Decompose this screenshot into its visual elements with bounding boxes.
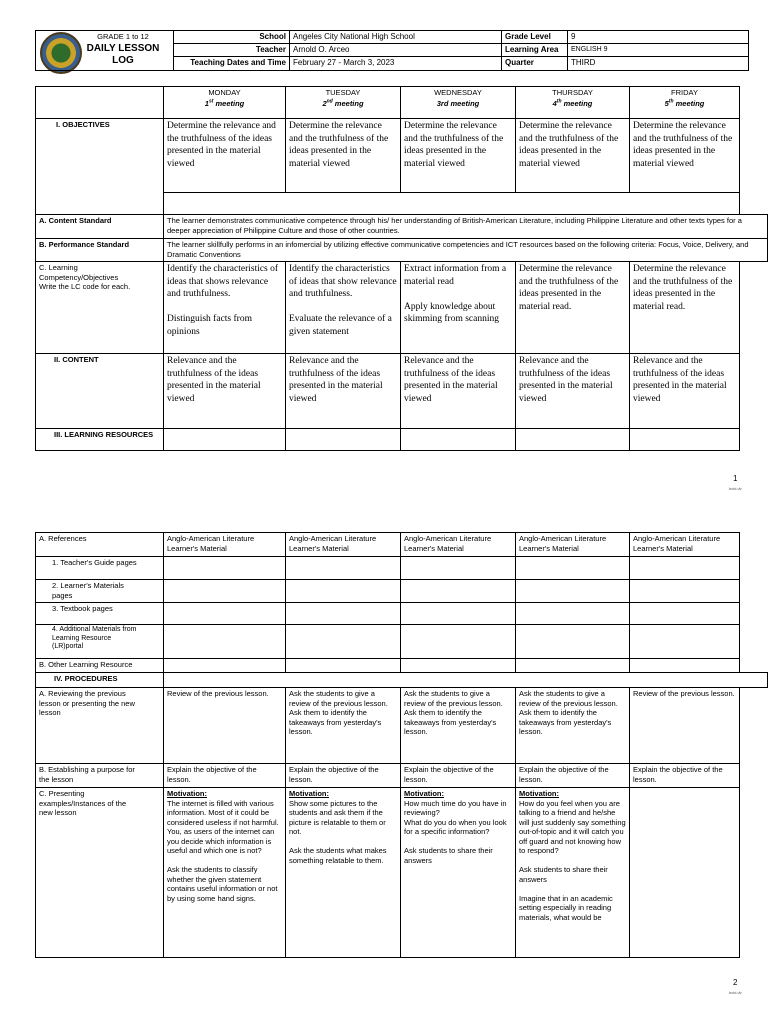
procedures-label: IV. PROCEDURES <box>36 673 164 688</box>
review-wednesday: Ask the students to give a review of the previous lesson. Ask them to identify the takeaways from yesterday's lesson. <box>401 688 516 764</box>
motivation-title: Motivation: <box>289 789 329 798</box>
teacher-label: Teacher <box>174 44 290 57</box>
quarter-label: Quarter <box>502 57 568 71</box>
grade-range: GRADE 1 to 12 <box>97 32 149 41</box>
content-label: II. CONTENT <box>36 354 164 429</box>
teacher-value: Arnold O. Arceo <box>290 44 502 57</box>
content-wednesday: Relevance and the truthfulness of the ideas presented in the material viewed <box>401 354 516 429</box>
dates-value: February 27 - March 3, 2023 <box>290 57 502 71</box>
purpose-wednesday: Explain the objective of the lesson. <box>401 764 516 788</box>
references-monday: Anglo-American Literature Learner's Material <box>164 533 286 557</box>
references-thursday: Anglo-American Literature Learner's Material <box>516 533 630 557</box>
page1-lesson-table <box>35 86 768 451</box>
objective-thursday: Determine the relevance and the truthfulness of the ideas presented in the material viewed <box>516 119 630 193</box>
objective-tuesday: Determine the relevance and the truthfulness of the ideas presented in the material viewed <box>286 119 401 193</box>
header-table <box>35 30 749 71</box>
page-number-2: 2 <box>733 978 738 987</box>
additional-materials-label: 4. Additional Materials from Learning Resource (LR)portal <box>36 625 164 659</box>
other-resource-label: B. Other Learning Resource <box>36 659 164 673</box>
learning-friday: Determine the relevance and the truthfulness of the ideas presented in the material read. <box>630 262 740 354</box>
grade-level-value: 9 <box>568 31 749 44</box>
learning-wednesday: Extract information from a material read Apply knowledge about skimming from scanning <box>401 262 516 354</box>
motivation-title: Motivation: <box>404 789 444 798</box>
footer-mark-1: bcbi.dv <box>729 486 742 491</box>
content-monday: Relevance and the truthfulness of the ideas presented in the material viewed <box>164 354 286 429</box>
objectives-blank-row <box>164 193 740 215</box>
content-thursday: Relevance and the truthfulness of the ideas presented in the material viewed <box>516 354 630 429</box>
content-standard-label: A. Content Standard <box>36 215 164 239</box>
review-label: A. Reviewing the previous lesson or presenting the new lesson <box>36 688 164 764</box>
margin-cell <box>740 87 768 119</box>
learning-area-label: Learning Area <box>502 44 568 57</box>
learners-materials-label: 2. Learner's Materials pages <box>36 580 164 603</box>
performance-standard-text: The learner skillfully performs in an infomercial by utilizing effective communicative competencies and ICT resources based on the following criteria: Focus, Voice, Delivery, and Dramatic Conventions <box>164 239 768 262</box>
learning-tuesday: Identify the characteristics of ideas that show relevance and truthfulness. Evaluate the relevance of a given statement <box>286 262 401 354</box>
grade-level-label: Grade Level <box>502 31 568 44</box>
motivation-title: Motivation: <box>519 789 559 798</box>
purpose-label: B. Establishing a purpose for the lesson <box>36 764 164 788</box>
procedures-blank-row <box>164 673 768 688</box>
motivation-title: Motivation: <box>167 789 207 798</box>
doc-title-line1: DAILY LESSON <box>86 43 160 54</box>
footer-mark-2: bcbi.dv <box>729 990 742 995</box>
presenting-thursday: Motivation: How do you feel when you are talking to a friend and he/she will just suddenly say something out-of-topic and it will catch you off guard and not knowing how to respond? Ask students to share their answers Imagine that in an academic setting especially in reading materials, what would be <box>516 788 630 958</box>
objective-wednesday: Determine the relevance and the truthfulness of the ideas presented in the material viewed <box>401 119 516 193</box>
review-tuesday: Ask the students to give a review of the previous lesson. Ask them to identify the takeaways from yesterday's lesson. <box>286 688 401 764</box>
learning-resources-label: III. LEARNING RESOURCES <box>36 429 164 451</box>
learning-competency-label: C. Learning Competency/Objectives Write the LC code for each. <box>36 262 164 354</box>
learning-thursday: Determine the relevance and the truthfulness of the ideas presented in the material read. <box>516 262 630 354</box>
teachers-guide-label: 1. Teacher's Guide pages <box>36 557 164 580</box>
presenting-wednesday: Motivation: How much time do you have in reviewing? What do you do when you look for a specific information? Ask students to share their answers <box>401 788 516 958</box>
page-number-1: 1 <box>733 474 738 483</box>
references-label: A. References <box>36 533 164 557</box>
day-header-thursday: THURSDAY 4th meeting <box>516 87 630 119</box>
references-tuesday: Anglo-American Literature Learner's Material <box>286 533 401 557</box>
objective-friday: Determine the relevance and the truthfulness of the ideas presented in the material viewed <box>630 119 740 193</box>
presenting-label: C. Presenting examples/Instances of the new lesson <box>36 788 164 958</box>
review-friday: Review of the previous lesson. <box>630 688 740 764</box>
doc-title-line2: LOG <box>112 55 134 66</box>
day-header-tuesday: TUESDAY 2nd meeting <box>286 87 401 119</box>
performance-standard-label: B. Performance Standard <box>36 239 164 262</box>
objective-monday: Determine the relevance and the truthfulness of the ideas presented in the material viewed <box>164 119 286 193</box>
page2-lesson-table <box>35 532 768 958</box>
review-thursday: Ask the students to give a review of the previous lesson. Ask them to identify the takeaways from yesterday's lesson. <box>516 688 630 764</box>
dates-label: Teaching Dates and Time <box>174 57 290 71</box>
references-wednesday: Anglo-American Literature Learner's Material <box>401 533 516 557</box>
quarter-value: THIRD <box>568 57 749 71</box>
day-header-monday: MONDAY 1st meeting <box>164 87 286 119</box>
content-friday: Relevance and the truthfulness of the ideas presented in the material viewed <box>630 354 740 429</box>
presenting-monday: Motivation: The internet is filled with various information. Most of it could be considered useless if not harmful. You, as users of the internet can you decide which information is useful and which one is not? Ask the students to classify whether the given statement contains useful information or not by using some hand signs. <box>164 788 286 958</box>
review-monday: Review of the previous lesson. <box>164 688 286 764</box>
school-value: Angeles City National High School <box>290 31 502 44</box>
grade-title-cell <box>36 31 174 71</box>
day-header-wednesday: WEDNESDAY 3rd meeting <box>401 87 516 119</box>
content-tuesday: Relevance and the truthfulness of the ideas presented in the material viewed <box>286 354 401 429</box>
purpose-friday: Explain the objective of the lesson. <box>630 764 740 788</box>
presenting-tuesday: Motivation: Show some pictures to the students and ask them if the picture is relatable to them or not. Ask the students what makes something relatable to them. <box>286 788 401 958</box>
day-header-friday: FRIDAY 5th meeting <box>630 87 740 119</box>
objectives-label: I. OBJECTIVES <box>36 119 164 215</box>
purpose-thursday: Explain the objective of the lesson. <box>516 764 630 788</box>
purpose-monday: Explain the objective of the lesson. <box>164 764 286 788</box>
learning-area-value: ENGLISH 9 <box>568 44 749 57</box>
content-standard-text: The learner demonstrates communicative competence through his/ her understanding of British-American Literature, including Philippine Literature and other texts types for a deeper appreciation of Philippine Culture and those of other countries. <box>164 215 768 239</box>
references-friday: Anglo-American Literature Learner's Material <box>630 533 740 557</box>
school-label: School <box>174 31 290 44</box>
purpose-tuesday: Explain the objective of the lesson. <box>286 764 401 788</box>
blank-header-cell <box>36 87 164 119</box>
textbook-pages-label: 3. Textbook pages <box>36 603 164 625</box>
presenting-friday <box>630 788 740 958</box>
learning-monday: Identify the characteristics of ideas that shows relevance and truthfulness. Distinguish facts from opinions <box>164 262 286 354</box>
